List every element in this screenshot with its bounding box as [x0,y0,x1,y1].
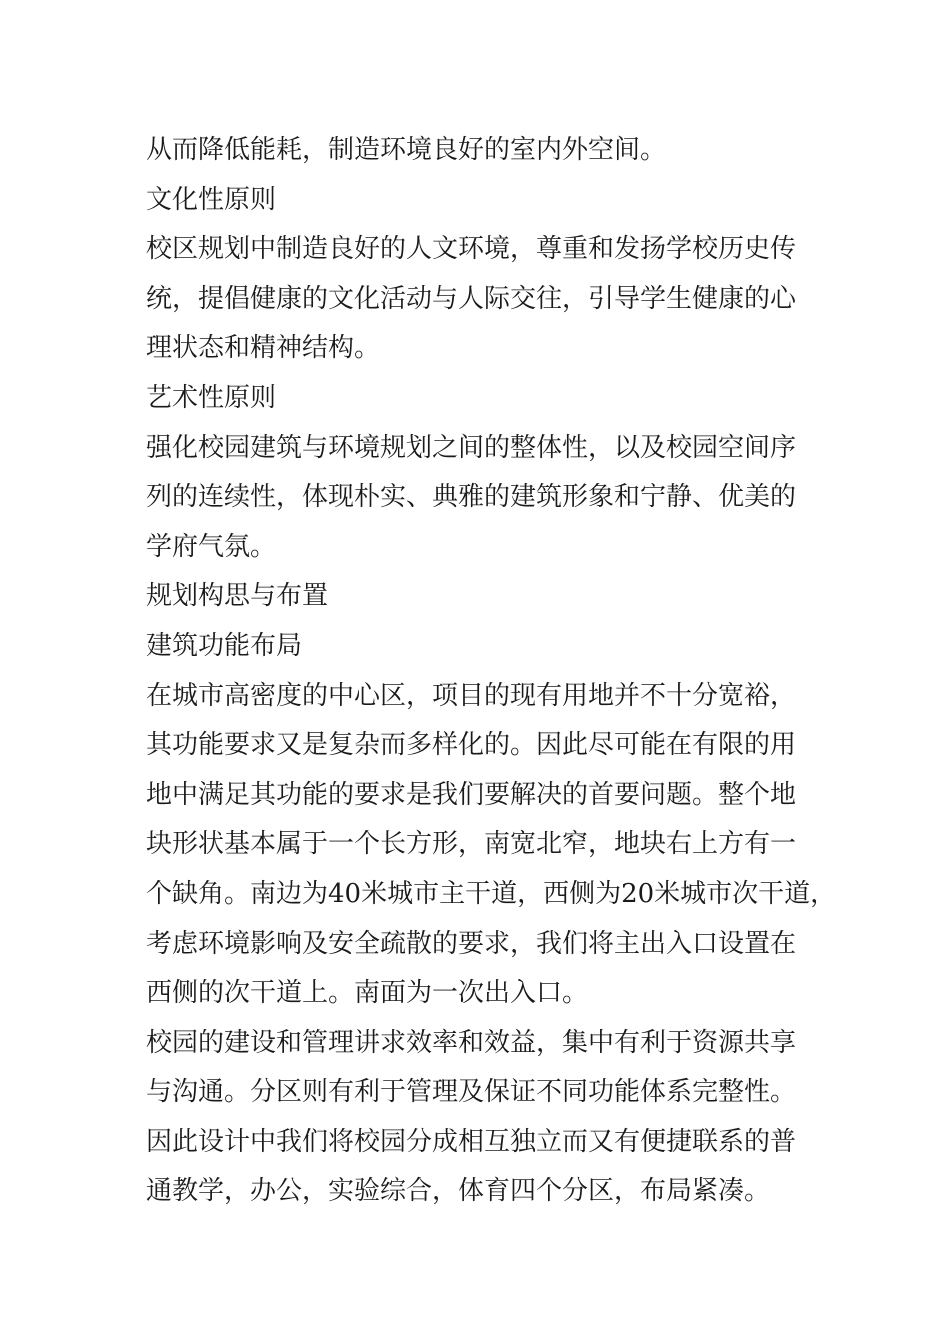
section-heading-artistic-principle: 艺术性原则 [146,382,277,413]
paragraph-line: 其功能要求又是复杂而多样化的。因此尽可能在有限的用 [146,730,797,761]
paragraph-line: 从而降低能耗，制造环境良好的室内外空间。 [146,135,667,165]
paragraph-line: 列的连续性，体现朴实、典雅的建筑形象和宁静、优美的 [146,482,797,513]
paragraph-line: 个缺角。南边为40米城市主干道，西侧为20米城市次干道， [146,878,837,909]
paragraph-line: 强化校园建筑与环境规划之间的整体性，以及校园空间序 [146,432,797,463]
paragraph-line: 西侧的次干道上。南面为一次出入口。 [146,978,589,1009]
section-heading-functional-layout: 建筑功能布局 [146,630,303,661]
paragraph-line: 校区规划中制造良好的人文环境，尊重和发扬学校历史传 [146,234,797,265]
section-heading-planning-concept: 规划构思与布置 [146,581,329,612]
paragraph-line: 学府气氛。 [146,531,277,562]
document-page [146,126,837,1217]
paragraph-line: 理状态和精神结构。 [146,333,381,364]
paragraph-line: 统，提倡健康的文化活动与人际交往，引导学生健康的心 [146,283,797,314]
paragraph-line: 通教学，办公，实验综合，体育四个分区，布局紧凑。 [146,1176,771,1207]
paragraph-line: 因此设计中我们将校园分成相互独立而又有便捷联系的普 [146,1126,797,1157]
paragraph-line: 考虑环境影响及安全疏散的要求，我们将主出入口设置在 [146,928,797,959]
paragraph-line: 在城市高密度的中心区，项目的现有用地并不十分宽裕， [146,680,797,711]
paragraph-line: 与沟通。分区则有利于管理及保证不同功能体系完整性。 [146,1077,797,1108]
paragraph-line: 地中满足其功能的要求是我们要解决的首要问题。整个地 [146,779,797,810]
paragraph-line: 块形状基本属于一个长方形，南宽北窄，地块右上方有一 [146,829,797,860]
paragraph-line: 校园的建设和管理讲求效率和效益，集中有利于资源共享 [146,1027,797,1058]
section-heading-cultural-principle: 文化性原则 [146,184,277,215]
